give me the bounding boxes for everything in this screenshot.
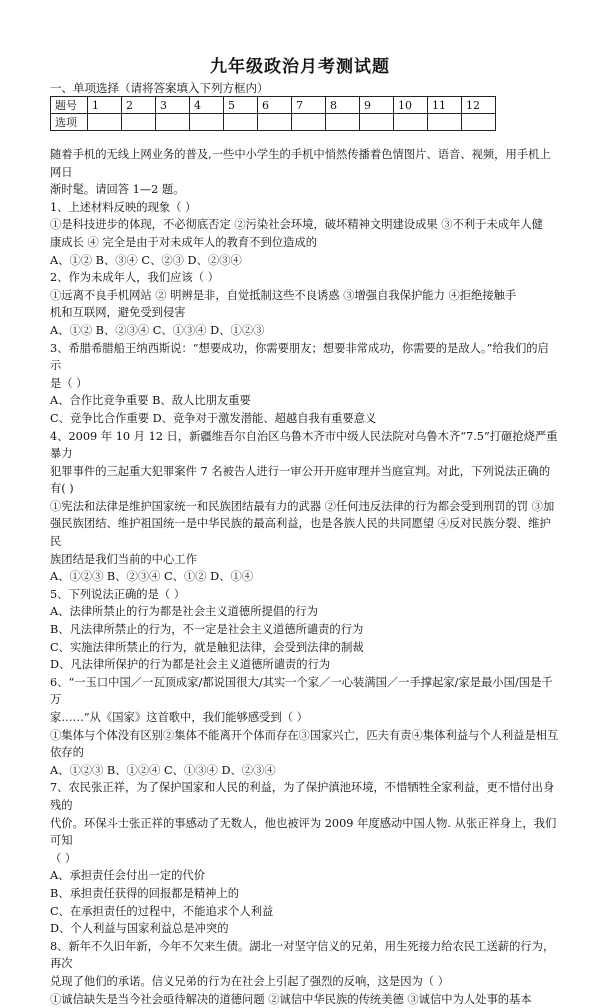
answer-option: C、在承担责任的过程中，不能追求个人利益 xyxy=(50,903,560,921)
answer-number-cell: 8 xyxy=(326,97,360,114)
answer-number-cell: 3 xyxy=(156,97,190,114)
section-heading: 一、单项选择（请将答案填入下列方框内） xyxy=(50,80,269,96)
answer-input-cell[interactable] xyxy=(88,114,122,131)
question-4: 4、2009 年 10 月 12 日，新疆维吾尔自治区乌鲁木齐市中级人民法院对乌鲁木齐“7.5”打砸抢烧严重暴力 xyxy=(50,428,560,463)
text-line: 族团结是我们当前的中心工作 xyxy=(50,551,560,569)
text-line: ①诚信缺失是当今社会亟待解决的道德问题 ②诚信中华民族的传统美德 ③诚信中为人处事的基本 xyxy=(50,991,560,1008)
question-3: 3、希腊希腊船王纳西斯说：“想要成功，你需要朋友；想要非常成功，你需要的是敌人。”给我们的启示 xyxy=(50,340,560,375)
text-line: （ ） xyxy=(50,850,560,868)
text-line: 家……”从《国家》这首歌中，我们能够感受到（ ） xyxy=(50,709,560,727)
answer-input-cell[interactable] xyxy=(156,114,190,131)
question-6: 6、“一玉口中国／一瓦顶成家/都说国很大/其实一个家／一心装满国／一手撑起家/家是最小国/国是千万 xyxy=(50,674,560,709)
answer-number-cell: 10 xyxy=(394,97,428,114)
text-line: ①宪法和法律是维护国家统一和民族团结最有力的武器 ②任何违反法律的行为都会受到刑罚的罚 ③加 xyxy=(50,498,560,516)
text-line: 依存的 xyxy=(50,744,560,762)
answer-table-row-label: 选项 xyxy=(51,114,88,131)
answer-number-cell: 7 xyxy=(292,97,326,114)
text-line: ①是科技进步的体现，不必彻底否定 ②污染社会环境，破坏精神文明建设成果 ③不利于未成年人健 xyxy=(50,216,560,234)
question-8: 8、新年不久旧年新，今年不欠来生债。湖北一对坚守信义的兄弟，用生死接力给农民工送薪的行为，再次 xyxy=(50,938,560,973)
answer-number-cell: 12 xyxy=(462,97,496,114)
text-line: 代价。环保斗士张正祥的事感动了无数人，他也被评为 2009 年度感动中国人物. 从张正祥身上，我们可知 xyxy=(50,815,560,850)
answer-number-cell: 1 xyxy=(88,97,122,114)
text-line: 强民族团结、维护祖国统一是中华民族的最高利益，也是各族人民的共同愿望 ④反对民族分裂、维护民 xyxy=(50,515,560,550)
answer-option: C、实施法律所禁止的行为，就是触犯法律，会受到法律的制裁 xyxy=(50,639,560,657)
question-1: 1、上述材料反映的现象（ ） xyxy=(50,199,560,217)
answer-input-cell[interactable] xyxy=(360,114,394,131)
answer-input-cell[interactable] xyxy=(428,114,462,131)
answer-option: D、个人利益与国家利益总是冲突的 xyxy=(50,920,560,938)
answer-option: A、法律所禁止的行为都是社会主义道德所提倡的行为 xyxy=(50,603,560,621)
text-line: 渐时髦。请回答 1—2 题。 xyxy=(50,181,560,199)
answer-option: B、凡法律所禁止的行为，不一定是社会主义道德所谴责的行为 xyxy=(50,621,560,639)
answer-input-cell[interactable] xyxy=(122,114,156,131)
answer-number-cell: 2 xyxy=(122,97,156,114)
answer-options: A、①②③ B、②③④ C、①② D、①④ xyxy=(50,568,560,586)
text-line: 兑现了他们的承诺。信义兄弟的行为在社会上引起了强烈的反响，这是因为（ ） xyxy=(50,973,560,991)
answer-number-cell: 5 xyxy=(224,97,258,114)
answer-options: A、合作比竞争重要 B、敌人比朋友重要 xyxy=(50,392,560,410)
text-line: 犯罪事件的三起重大犯罪案件 7 名被告人进行一审公开开庭审理并当庭宣判。对此，下列说法正确的有( ) xyxy=(50,463,560,498)
answer-option: A、承担责任会付出一定的代价 xyxy=(50,867,560,885)
answer-number-cell: 9 xyxy=(360,97,394,114)
answer-option: B、承担责任获得的回报都是精神上的 xyxy=(50,885,560,903)
answer-input-cell[interactable] xyxy=(462,114,496,131)
answer-table-row-label: 题号 xyxy=(51,97,88,114)
text-line: 随着手机的无线上网业务的普及,一些中小学生的手机中悄然传播着色情图片、语音、视频，用手机上网日 xyxy=(50,146,560,181)
answer-options: A、①② B、③④ C、②③ D、②③④ xyxy=(50,252,560,270)
answer-input-cell[interactable] xyxy=(292,114,326,131)
answer-input-cell[interactable] xyxy=(224,114,258,131)
question-body xyxy=(50,146,560,1008)
answer-options: C、竞争比合作重要 D、竞争对于激发潜能、超越自我有重要意义 xyxy=(50,410,560,428)
answer-input-cell[interactable] xyxy=(326,114,360,131)
answer-options: A、①②③ B、①②④ C、①③④ D、②③④ xyxy=(50,762,560,780)
text-line: 机和互联网，避免受到侵害 xyxy=(50,304,560,322)
answer-options: A、①② B、②③④ C、①③④ D、①②③ xyxy=(50,322,560,340)
text-line: 康成长 ④ 完全是由于对未成年人的教育不到位造成的 xyxy=(50,234,560,252)
question-2: 2、作为未成年人，我们应该（ ） xyxy=(50,269,560,287)
answer-number-cell: 4 xyxy=(190,97,224,114)
question-7: 7、农民张正祥，为了保护国家和人民的利益，为了保护滇池环境，不惜牺牲全家利益，更不惜付出身残的 xyxy=(50,779,560,814)
answer-number-cell: 6 xyxy=(258,97,292,114)
question-5: 5、下列说法正确的是（ ） xyxy=(50,586,560,604)
page-title: 九年级政治月考测试题 xyxy=(0,52,600,77)
answer-table-number-row xyxy=(51,97,496,114)
answer-input-cell[interactable] xyxy=(258,114,292,131)
answer-input-cell[interactable] xyxy=(394,114,428,131)
text-line: ①远离不良手机网站 ② 明辨是非，自觉抵制这些不良诱惑 ③增强自我保护能力 ④拒绝接触手 xyxy=(50,287,560,305)
answer-table-choice-row xyxy=(51,114,496,131)
answer-table xyxy=(50,96,496,131)
text-line: 是（ ） xyxy=(50,375,560,393)
answer-option: D、凡法律所保护的行为都是社会主义道德所谴责的行为 xyxy=(50,656,560,674)
answer-number-cell: 11 xyxy=(428,97,462,114)
text-line: ①集体与个体没有区别②集体不能离开个体而存在③国家兴亡，匹夫有责④集体利益与个人利益是相互 xyxy=(50,727,560,745)
answer-input-cell[interactable] xyxy=(190,114,224,131)
